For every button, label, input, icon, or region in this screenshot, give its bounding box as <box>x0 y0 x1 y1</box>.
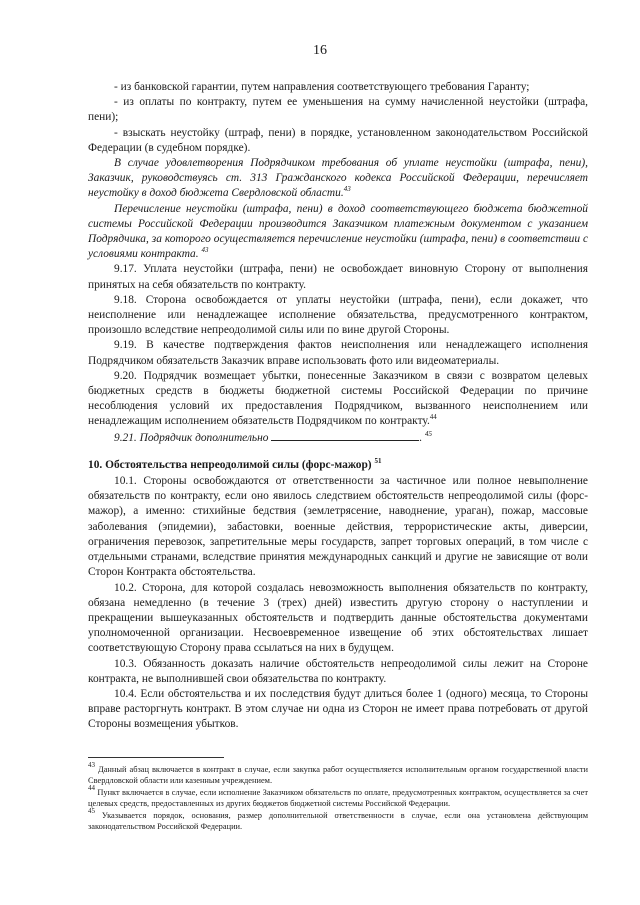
clause-10-3: 10.3. Обязанность доказать наличие обстоятельств непреодолимой силы лежит на Стороне контракта, не выполнившей свои обязательства по контракту. <box>88 657 588 685</box>
section-heading <box>88 458 588 473</box>
footnote-45 <box>88 807 588 832</box>
paragraph-text: 9.21. Подрядчик дополнительно <box>114 431 269 444</box>
footnote-text: Пункт включается в случае, если исполнение Заказчиком обязательств по оплате, предусмотренных контрактом, осуществляется за счет целевых средств, предоставленных из других бюджетов бюджетной системы Российской Федерации. <box>88 788 588 808</box>
clause-10-4: 10.4. Если обстоятельства и их последствия будут длиться более 1 (одного) месяца, то Стороны вправе расторгнуть контракт. В этом случае ни одна из Сторон не имеет права потребовать от другой Стороны возмещения убытков. <box>88 687 588 731</box>
paragraph-text: Перечисление неустойки (штрафа, пени) в доход соответствующего бюджета бюджетной системы Российской Федерации производится Заказчиком платежным документом с указанием Подрядчика, за которого осуществляется перечисление неустойки (штрафа, пени) в соответствии с условиями контракта. <box>88 202 588 261</box>
footnote-ref: 44 <box>429 413 437 422</box>
paragraph-transfer-procedure <box>88 202 588 263</box>
footnote-divider <box>88 757 224 758</box>
paragraph-end: . <box>419 431 423 444</box>
body-text <box>88 80 588 733</box>
clause-9-20 <box>88 369 588 430</box>
footnote-44 <box>88 784 588 809</box>
clause-10-1: 10.1. Стороны освобождаются от ответственности за частичное или полное невыполнение обязательств по контракту, если оно явилось следствием обстоятельств непреодолимой силы (форс-мажор), а именно: стихийные бедствия (землетрясение, наводнение, ураган), пожар, массовые заболевания (эпидемии), забастовки, военные действия, террористические акты, диверсии, ограничения перевозок, запретительные меры государств, запрет торговых операций, в том числе с отдельными странами, вследствие принятия международных санкций и другие не зависящие от воли Сторон Контракта обстоятельства. <box>88 475 588 579</box>
clause-9-19: 9.19. В качестве подтверждения фактов неисполнения или ненадлежащего исполнения Подрядчиком обязательств Заказчик вправе использовать фото или видеоматериалы. <box>88 339 588 367</box>
footnote-text: Данный абзац включается в контракт в случае, если закупка работ осуществляется исполнительным органом государственной власти Свердловской области или казенным учреждением. <box>88 765 588 785</box>
paragraph-payment-deduction: - из оплаты по контракту, путем ее уменьшения на сумму начисленной неустойки (штрафа, пени); <box>88 96 588 124</box>
footnotes <box>88 761 588 833</box>
footnote-text: Указывается порядок, основания, размер дополнительной ответственности в случае, если она установлена действующим законодательством Российской Федерации. <box>88 811 588 831</box>
footnote-ref: 45 <box>425 429 433 438</box>
footnote-ref: 43 <box>201 246 209 255</box>
footnote-43 <box>88 761 588 786</box>
fill-in-blank <box>271 430 419 441</box>
footnote-number: 44 <box>88 784 95 792</box>
paragraph-budget-transfer <box>88 156 588 202</box>
clause-9-18: 9.18. Сторона освобождается от уплаты неустойки (штрафа, пени), если докажет, что неисполнение или ненадлежащее исполнение обязательства, предусмотренного контрактом, произошло вследствие непреодолимой силы или по вине другой Стороны. <box>88 293 588 337</box>
footnote-number: 43 <box>88 761 95 769</box>
footnote-ref: 43 <box>343 185 351 194</box>
section-title: 10. Обстоятельства непреодолимой силы (форс-мажор) <box>88 458 372 471</box>
paragraph-text: В случае удовлетворения Подрядчиком требования об уплате неустойки (штрафа, пени), Заказчик, руководствуясь ст. 313 Гражданского кодекса Российской Федерации, перечисляет неустойку в доход бюджета Свердловской области. <box>88 157 588 200</box>
clause-9-17: 9.17. Уплата неустойки (штрафа, пени) не освобождает виновную Сторону от выполнения принятых на себя обязательств по контракту. <box>88 263 588 291</box>
paragraph-text: 9.20. Подрядчик возмещает убытки, понесенные Заказчиком в связи с возвратом целевых бюджетных средств в бюджеты бюджетной системы Российской Федерации по причине несоблюдения условий их предоставления Подрядчиком, вызванного неисполнением или ненадлежащим исполнением обязательств Подрядчиком по контракту. <box>88 369 588 428</box>
page-number: 16 <box>313 43 327 58</box>
paragraph-court-recovery: - взыскать неустойку (штраф, пени) в порядке, установленном законодательством Российской Федерации (в судебном порядке). <box>88 126 588 154</box>
clause-10-2: 10.2. Сторона, для которой создалась невозможность выполнения обязательств по контракту, обязана немедленно (в течение 3 (трех) дней) известить другую сторону о наступлении и прекращении вышеуказанных обстоятельств и подтвердить данные обстоятельства документами уполномоченной организации. Несвоевременное извещение об этих обстоятельствах лишает соответствующую Сторону права ссылаться на них в будущем. <box>88 581 588 655</box>
footnote-number: 45 <box>88 807 95 815</box>
paragraph-bank-guarantee: - из банковской гарантии, путем направления соответствующего требования Гаранту; <box>114 81 530 93</box>
clause-9-21 <box>88 430 588 446</box>
footnote-ref: 51 <box>374 456 382 465</box>
